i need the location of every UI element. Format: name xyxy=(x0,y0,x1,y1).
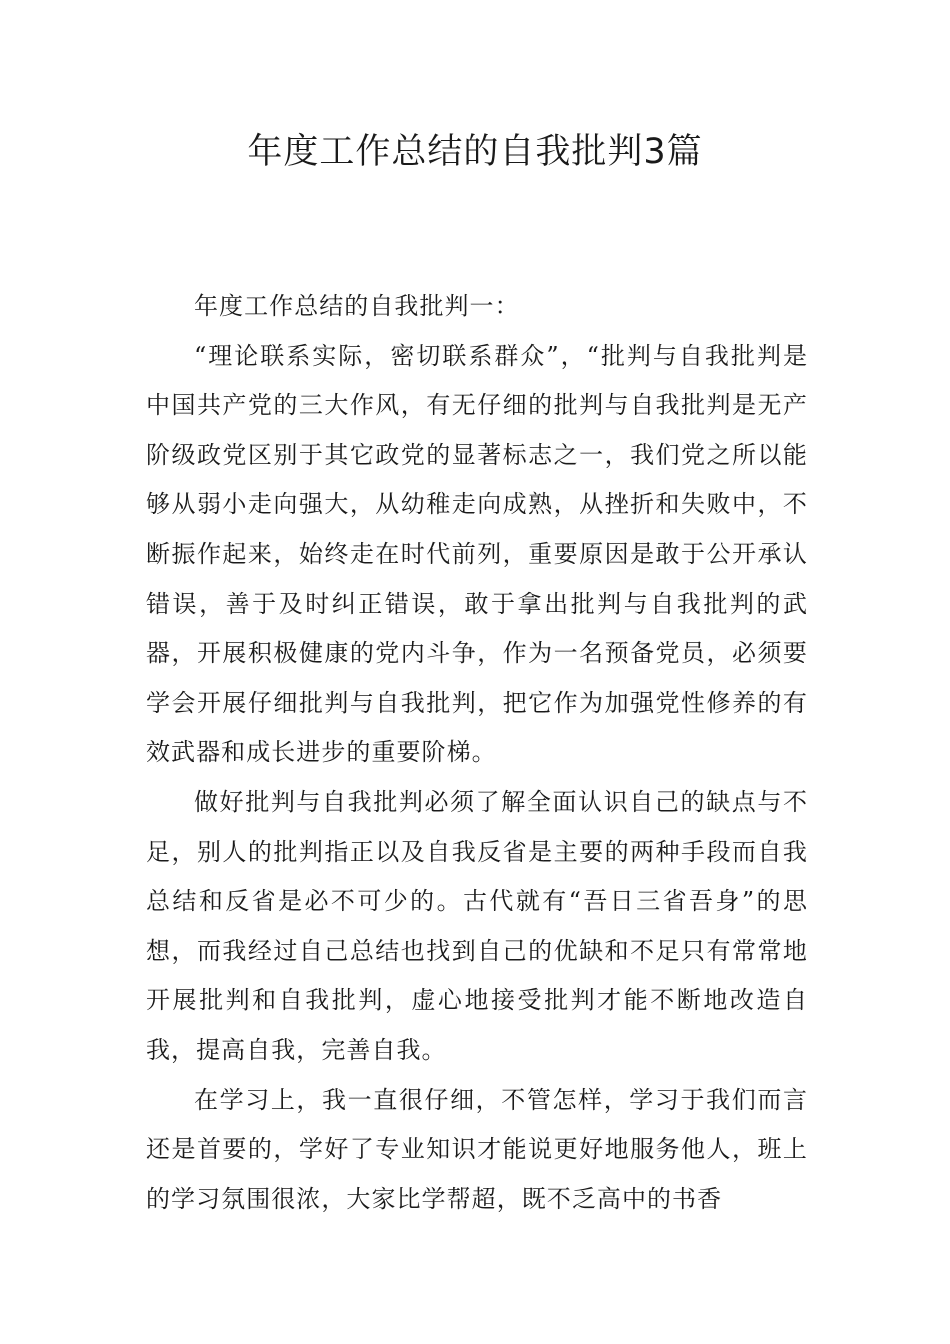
section-heading: 年度工作总结的自我批判一： xyxy=(194,292,520,320)
paragraph: 在学习上，我一直很仔细，不管怎样，学习于我们而言还是首要的，学好了专业知识才能说更好地服务他人，班上的学习氛围很浓，大家比学帮超，既不乏高中的书香 xyxy=(146,1085,808,1213)
document-body xyxy=(146,282,808,1224)
paragraph: “理论联系实际，密切联系群众”，“批判与自我批判是中国共产党的三大作风，有无仔细的批判与自我批判是无产阶级政党区别于其它政党的显著标志之一，我们党之所以能够从弱小走向强大，从幼稚走向成熟，从挫折和失败中，不断振作起来，始终走在时代前列，重要原因是敢于公开承认错误，善于及时纠正错误，敢于拿出批判与自我批判的武器，开展积极健康的党内斗争，作为一名预备党员，必须要学会开展仔细批判与自我批判，把它作为加强党性修养的有效武器和成长进步的重要阶梯。 xyxy=(146,341,808,767)
paragraph: 做好批判与自我批判必须了解全面认识自己的缺点与不足，别人的批判指正以及自我反省是主要的两种手段而自我总结和反省是必不可少的。古代就有“吾日三省吾身”的思想，而我经过自己总结也找到自己的优缺和不足只有常常地开展批判和自我批判，虚心地接受批判才能不断地改造自我，提高自我，完善自我。 xyxy=(146,787,808,1064)
document-title: 年度工作总结的自我批判3篇 xyxy=(247,132,703,172)
